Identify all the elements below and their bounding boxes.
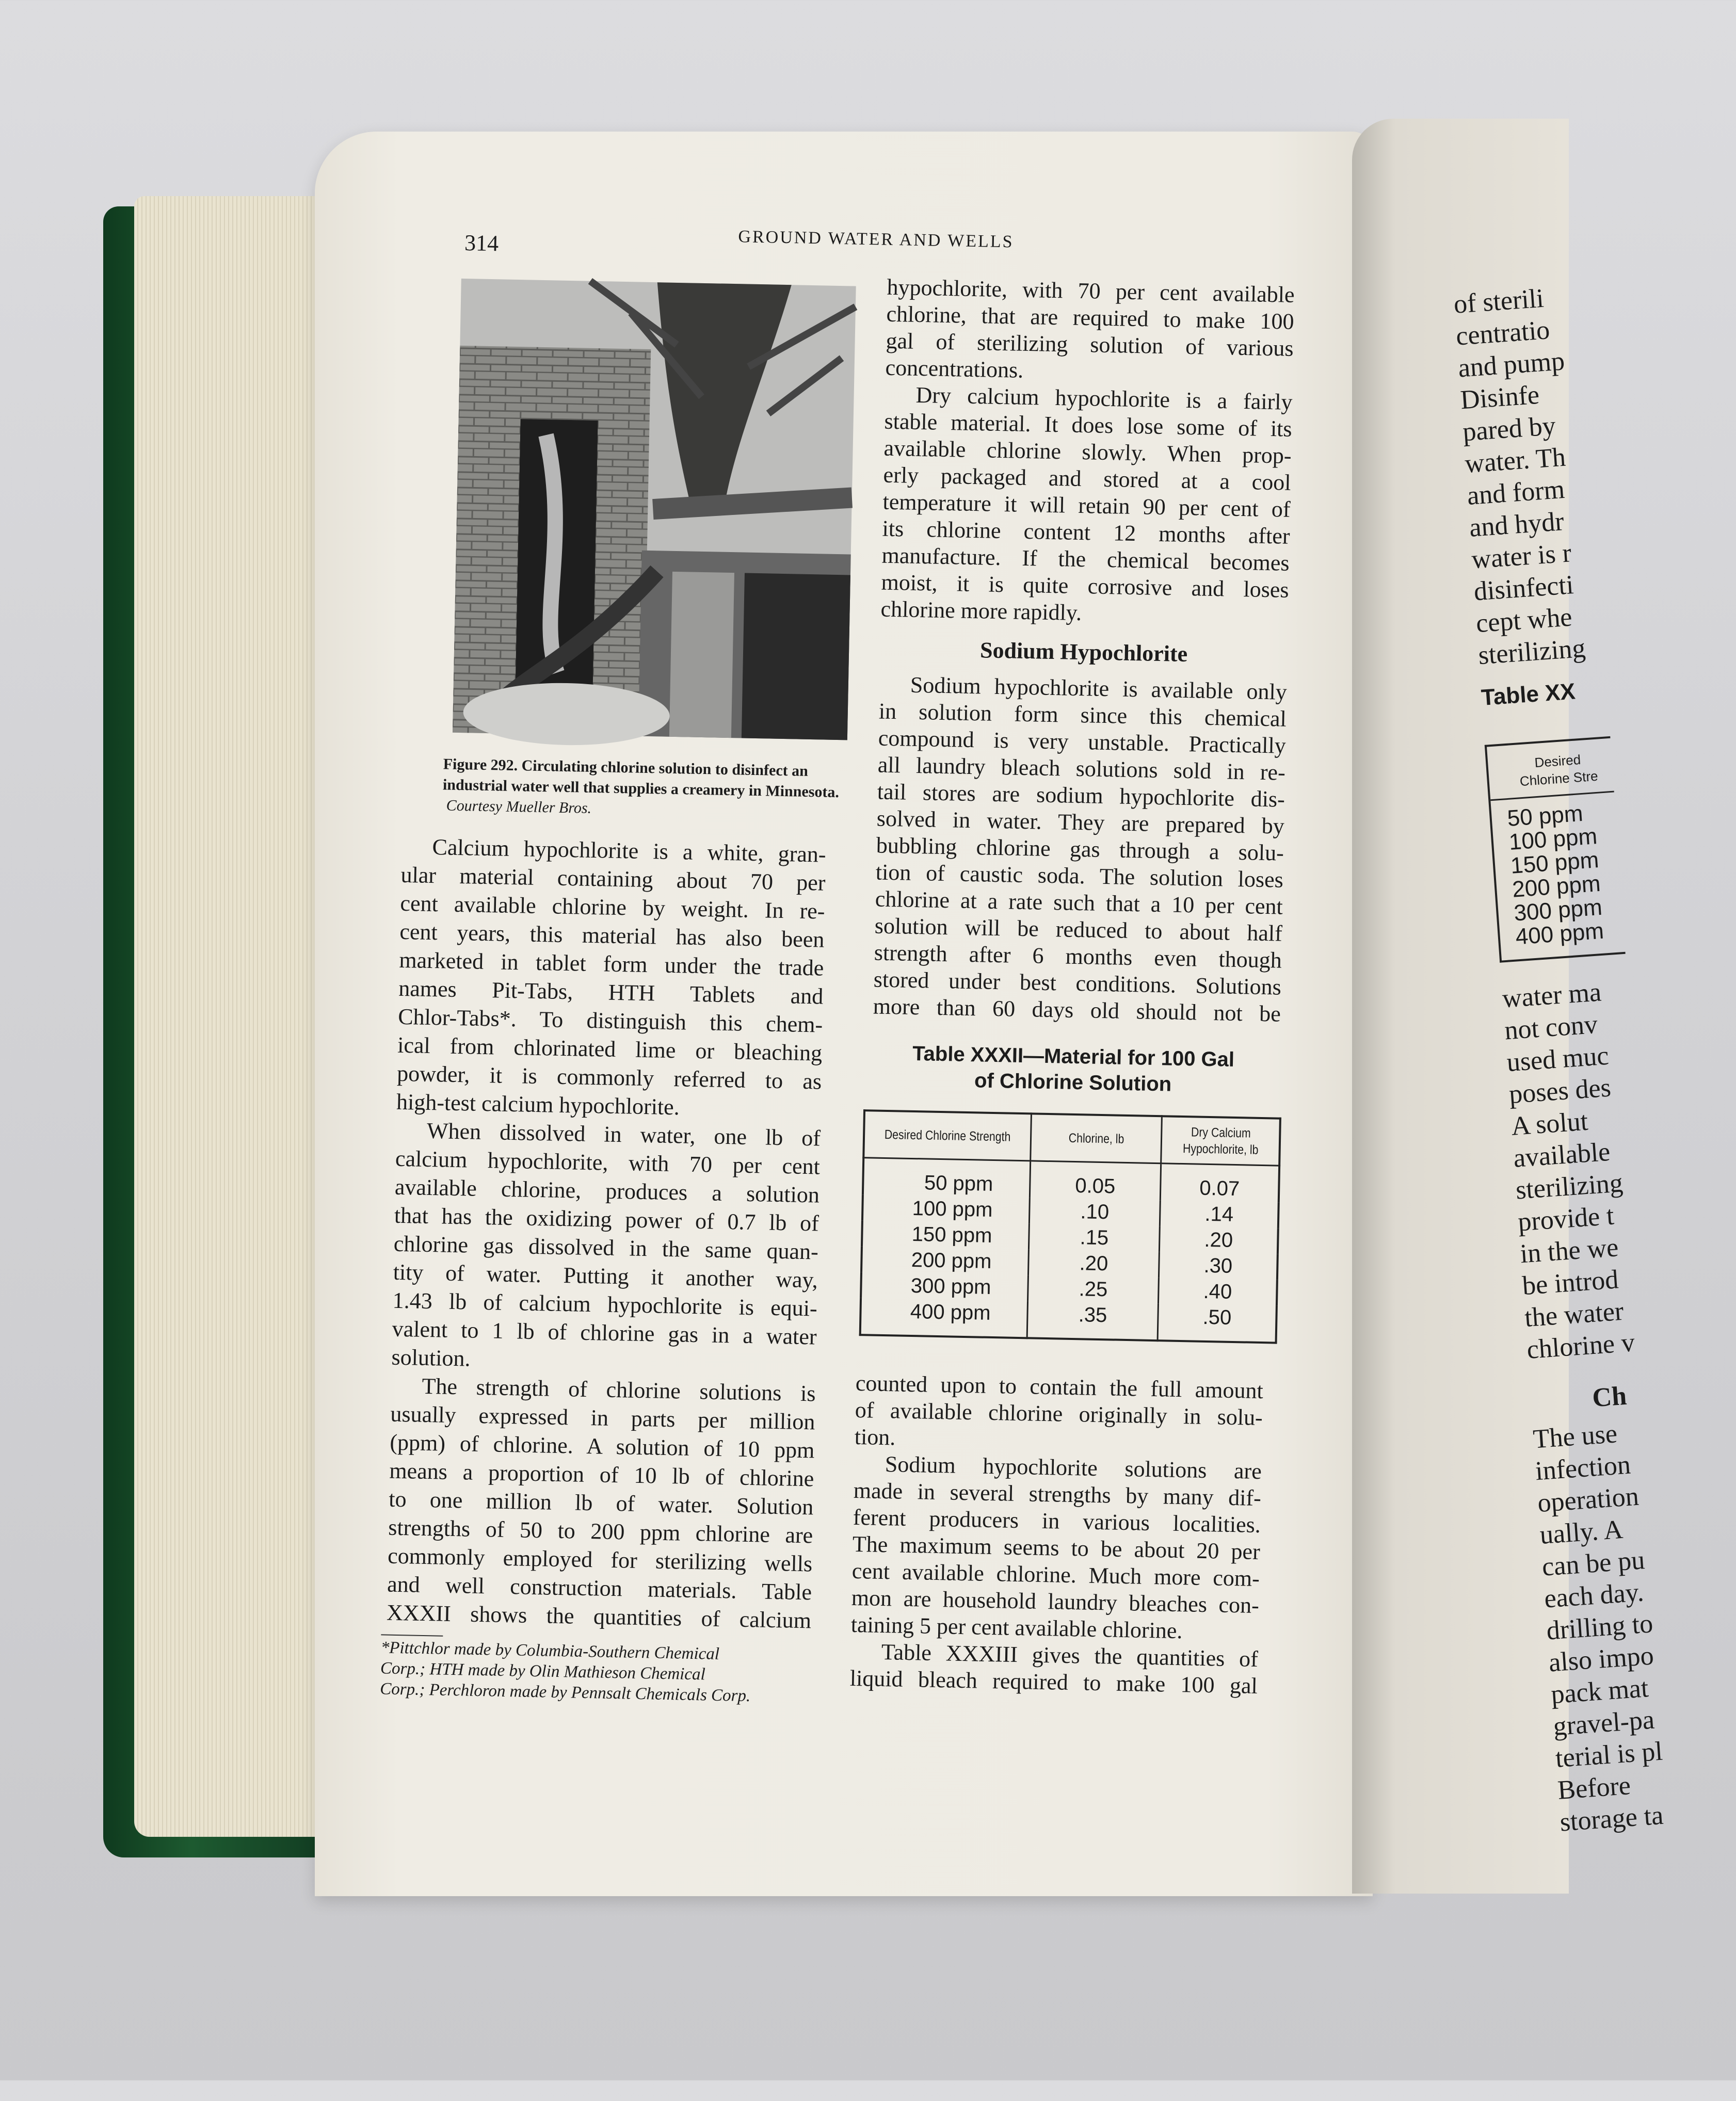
text-line: all laundry bleach solutions sold in re- bbox=[877, 752, 1286, 785]
text-line: bubbling chlorine gas through a solu- bbox=[876, 832, 1284, 866]
text-line: tion of caustic soda. The solution loses bbox=[875, 859, 1284, 893]
next-page-line: centratio bbox=[1455, 315, 1551, 351]
table-title-line2: of Chlorine Solution bbox=[974, 1069, 1172, 1096]
text-line: The strength of chlorine solutions is bbox=[422, 1373, 816, 1407]
footnote-line: *Pittchlor made by Columbia-Southern Chemical bbox=[380, 1638, 720, 1663]
text-line: When dissolved in water, one lb of bbox=[426, 1118, 821, 1151]
next-page-line: cept whe bbox=[1475, 602, 1573, 639]
next-page-line: used muc bbox=[1505, 1041, 1610, 1078]
text-line: taining 5 per cent available chlorine. bbox=[850, 1611, 1183, 1644]
next-page-line: Disinfe bbox=[1459, 380, 1540, 415]
table-title-line1: Table XXXII—Material for 100 Gal bbox=[912, 1042, 1235, 1071]
next-page-table-header-line: Desired bbox=[1534, 751, 1582, 771]
cell-strength: 50 ppm bbox=[863, 1158, 1031, 1198]
next-page-line: sterilizing bbox=[1477, 633, 1587, 671]
right-column-bottom-text bbox=[849, 1370, 1263, 1700]
text-line: that has the oxidizing power of 0.7 lb of bbox=[394, 1202, 819, 1236]
next-page-line: 100 ppm bbox=[1508, 823, 1598, 855]
cell-chlorine-lb: .15 bbox=[1028, 1223, 1160, 1252]
text-line: chlorine more rapidly. bbox=[880, 596, 1082, 626]
text-line: chlorine gas dissolved in the same quan- bbox=[393, 1231, 819, 1265]
text-line: ferent producers in various localities. bbox=[853, 1504, 1261, 1538]
text-line: commonly employed for sterilizing wells bbox=[387, 1543, 813, 1577]
next-page-line: not conv bbox=[1503, 1009, 1599, 1046]
footnote-line: Corp.; HTH made by Olin Mathieson Chemical bbox=[380, 1659, 706, 1684]
cell-calcium-hypochlorite-lb: .40 bbox=[1158, 1278, 1277, 1305]
text-line: names Pit-Tabs, HTH Tablets and bbox=[398, 975, 824, 1009]
text-line: high-test calcium hypochlorite. bbox=[396, 1089, 680, 1120]
figure-caption bbox=[442, 754, 841, 823]
text-line: XXXII shows the quantities of calcium bbox=[386, 1599, 812, 1634]
next-page-line: and hydr bbox=[1468, 507, 1565, 543]
next-page-line: in the we bbox=[1519, 1233, 1619, 1269]
table-row bbox=[860, 1298, 1277, 1343]
next-page-line: be introd bbox=[1521, 1265, 1619, 1301]
cell-calcium-hypochlorite-lb: .50 bbox=[1158, 1303, 1277, 1343]
caption-credit: Courtesy Mueller Bros. bbox=[446, 797, 592, 817]
next-page-line: storage ta bbox=[1558, 1800, 1665, 1837]
next-page-line: 150 ppm bbox=[1509, 847, 1600, 879]
cell-chlorine-lb: .35 bbox=[1027, 1301, 1158, 1340]
text-line: counted upon to contain the full amount bbox=[855, 1370, 1264, 1404]
text-line: more than 60 days old should not be bbox=[873, 993, 1281, 1027]
next-page-line: pared by bbox=[1461, 411, 1557, 447]
text-line: Chlor-Tabs*. To distinguish this chem- bbox=[397, 1004, 823, 1038]
text-line: in solution form since this chemical bbox=[878, 698, 1287, 732]
text-line: calcium hypochlorite, with 70 per cent bbox=[395, 1145, 821, 1179]
next-page-line: the water bbox=[1523, 1296, 1625, 1333]
text-line: cent available chlorine by weight. In re- bbox=[400, 890, 825, 924]
cell-calcium-hypochlorite-lb: .14 bbox=[1160, 1200, 1278, 1228]
cell-calcium-hypochlorite-lb: .30 bbox=[1159, 1252, 1277, 1280]
cell-strength: 100 ppm bbox=[862, 1194, 1030, 1223]
next-page-line: disinfecti bbox=[1473, 570, 1575, 607]
next-page-line: A solut bbox=[1510, 1106, 1589, 1141]
text-line: erly packaged and stored at a cool bbox=[883, 462, 1292, 495]
text-line: tion. bbox=[854, 1424, 896, 1450]
next-page-line: drilling to bbox=[1545, 1609, 1654, 1646]
text-line: manufacture. If the chemical becomes bbox=[881, 542, 1290, 576]
chlorine-table bbox=[859, 1109, 1281, 1344]
cell-strength: 300 ppm bbox=[861, 1272, 1028, 1301]
next-page-line: 200 ppm bbox=[1511, 870, 1602, 902]
text-line: strength after 6 months even though bbox=[874, 940, 1282, 973]
figure-photo bbox=[453, 279, 856, 740]
text-line: tail stores are sodium hypochlorite dis- bbox=[877, 779, 1285, 812]
next-page-line: can be pu bbox=[1541, 1545, 1646, 1582]
text-line: solution. bbox=[391, 1344, 471, 1371]
next-page-line: water is r bbox=[1470, 538, 1572, 575]
cell-chlorine-lb: 0.05 bbox=[1030, 1161, 1161, 1200]
text-line: usually expressed in parts per million bbox=[390, 1401, 815, 1435]
text-line: ular material containing about 70 per bbox=[400, 862, 826, 896]
text-line: means a proportion of 10 lb of chlorine bbox=[389, 1458, 814, 1492]
cell-strength: 150 ppm bbox=[862, 1220, 1029, 1249]
header-desired-strength: Desired Chlorine Strength bbox=[876, 1111, 1019, 1161]
next-page-line: sterilizing bbox=[1515, 1168, 1624, 1205]
next-page-table-header-line: Chlorine Stre bbox=[1519, 768, 1599, 789]
table-header-row bbox=[863, 1110, 1280, 1166]
next-page-line: water ma bbox=[1501, 977, 1602, 1014]
next-page-line: gravel-pa bbox=[1552, 1705, 1655, 1742]
text-line: liquid bleach required to make 100 gal bbox=[849, 1665, 1258, 1699]
text-line: available chlorine, produces a solution bbox=[394, 1174, 820, 1208]
text-line: temperature it will retain 90 per cent of bbox=[882, 489, 1291, 522]
text-line: ical from chlorinated lime or bleaching bbox=[397, 1032, 823, 1066]
next-page-line: each day. bbox=[1543, 1577, 1645, 1614]
text-line: 1.43 lb of calcium hypochlorite is equi- bbox=[392, 1287, 818, 1321]
next-page-table-title: Table XX bbox=[1480, 678, 1577, 711]
text-line: cent available chlorine. Much more com- bbox=[851, 1558, 1260, 1592]
text-line: powder, it is commonly referred to as bbox=[396, 1060, 822, 1094]
text-line: stored under best conditions. Solutions bbox=[873, 966, 1282, 1000]
header-chlorine-lb: Chlorine, lb bbox=[1040, 1114, 1152, 1163]
next-page-heading: Ch bbox=[1591, 1381, 1628, 1413]
next-page-line: 50 ppm bbox=[1506, 800, 1584, 832]
next-page-line: The use bbox=[1532, 1419, 1618, 1454]
cell-strength: 400 ppm bbox=[860, 1298, 1028, 1338]
next-page-line: and form bbox=[1466, 474, 1566, 511]
cell-chlorine-lb: .10 bbox=[1029, 1198, 1160, 1226]
text-line: mon are household laundry bleaches con- bbox=[851, 1585, 1260, 1619]
text-line: available chlorine slowly. When prop- bbox=[883, 435, 1292, 468]
table-title bbox=[861, 1040, 1285, 1100]
text-line: concentrations. bbox=[885, 354, 1024, 383]
text-line: marketed in tablet form under the trade bbox=[399, 947, 824, 981]
next-page-table-header bbox=[1487, 738, 1614, 801]
right-column-top-text bbox=[880, 274, 1295, 631]
text-line: its chlorine content 12 months after bbox=[882, 515, 1291, 549]
cell-calcium-hypochlorite-lb: .20 bbox=[1159, 1226, 1278, 1254]
next-page-table bbox=[1485, 736, 1626, 963]
next-page-line: ually. A bbox=[1538, 1514, 1624, 1550]
text-line: compound is very unstable. Practically bbox=[878, 725, 1287, 758]
caption-text: Figure 292. Circulating chlorine solution to disinfect an industrial water well that supplies a creamery in Minnesota. bbox=[442, 755, 840, 801]
next-page-line: pack mat bbox=[1550, 1673, 1650, 1710]
text-line: Calcium hypochlorite is a white, gran- bbox=[432, 834, 827, 867]
text-line: of available chlorine originally in solu- bbox=[855, 1397, 1263, 1431]
text-line: hypochlorite, with 70 per cent available bbox=[887, 274, 1295, 308]
cell-calcium-hypochlorite-lb: 0.07 bbox=[1160, 1163, 1279, 1203]
next-page-line: also impo bbox=[1548, 1641, 1655, 1678]
next-page-line: chlorine v bbox=[1525, 1328, 1636, 1365]
next-page-line: available bbox=[1512, 1137, 1612, 1173]
next-page-line: and pump bbox=[1457, 346, 1566, 383]
header-calcium-hypochlorite-lb: Dry Calcium Hypochlorite, lb bbox=[1170, 1117, 1272, 1166]
text-line: Table XXXIII gives the quantities of bbox=[881, 1639, 1259, 1672]
text-line: made in several strengths by many dif- bbox=[853, 1477, 1262, 1511]
cell-chlorine-lb: .25 bbox=[1028, 1275, 1159, 1303]
right-column-mid-text bbox=[873, 671, 1287, 1028]
text-line: valent to 1 lb of chlorine gas in a water bbox=[392, 1316, 817, 1350]
next-page-line: of sterili bbox=[1453, 283, 1545, 319]
text-line: Dry calcium hypochlorite is a fairly bbox=[915, 382, 1293, 415]
footnote bbox=[380, 1634, 806, 1707]
cell-chlorine-lb: .20 bbox=[1028, 1249, 1159, 1278]
text-line: to one million lb of water. Solution bbox=[388, 1486, 814, 1520]
left-column-text bbox=[387, 832, 826, 1635]
section-heading: Sodium Hypochlorite bbox=[979, 637, 1188, 667]
text-line: The maximum seems to be about 20 per bbox=[852, 1531, 1261, 1565]
text-line: Sodium hypochlorite solutions are bbox=[885, 1451, 1262, 1484]
text-line: Sodium hypochlorite is available only bbox=[910, 672, 1288, 705]
text-line: moist, it is quite corrosive and loses bbox=[881, 569, 1290, 603]
text-line: strengths of 50 to 200 ppm chlorine are bbox=[388, 1514, 813, 1548]
text-line: chlorine at a rate such that a 10 per cent bbox=[875, 886, 1283, 919]
text-line: and well construction materials. Table bbox=[387, 1571, 812, 1605]
text-line: solution will be reduced to about half bbox=[874, 913, 1283, 946]
text-line: chlorine, that are required to make 100 bbox=[886, 301, 1295, 334]
text-line: gal of sterilizing solution of various bbox=[886, 328, 1294, 361]
footnote-rule bbox=[381, 1634, 443, 1636]
text-line: (ppm) of chlorine. A solution of 10 ppm bbox=[390, 1429, 815, 1463]
next-page-line: 400 ppm bbox=[1515, 918, 1605, 950]
footnote-line: Corp.; Perchloron made by Pennsalt Chemicals Corp. bbox=[379, 1679, 751, 1706]
next-page-line: poses des bbox=[1508, 1073, 1612, 1110]
next-page-line: operation bbox=[1536, 1481, 1640, 1518]
next-page-line: terial is pl bbox=[1554, 1736, 1664, 1773]
next-page-line: Before bbox=[1556, 1771, 1632, 1805]
text-line: stable material. It does lose some of its bbox=[884, 408, 1293, 442]
text-line: cent years, this material has also been bbox=[399, 918, 825, 952]
next-page-line: 300 ppm bbox=[1513, 894, 1603, 926]
next-page-line: infection bbox=[1534, 1450, 1632, 1486]
page-number: 314 bbox=[464, 230, 499, 256]
running-header: GROUND WATER AND WELLS bbox=[738, 227, 1014, 252]
next-page-line: water. Th bbox=[1464, 442, 1567, 479]
text-line: tity of water. Putting it another way, bbox=[393, 1259, 818, 1293]
text-line: solved in water. They are prepared by bbox=[876, 805, 1285, 839]
next-page-line: provide t bbox=[1517, 1201, 1615, 1237]
cell-strength: 200 ppm bbox=[861, 1246, 1028, 1275]
